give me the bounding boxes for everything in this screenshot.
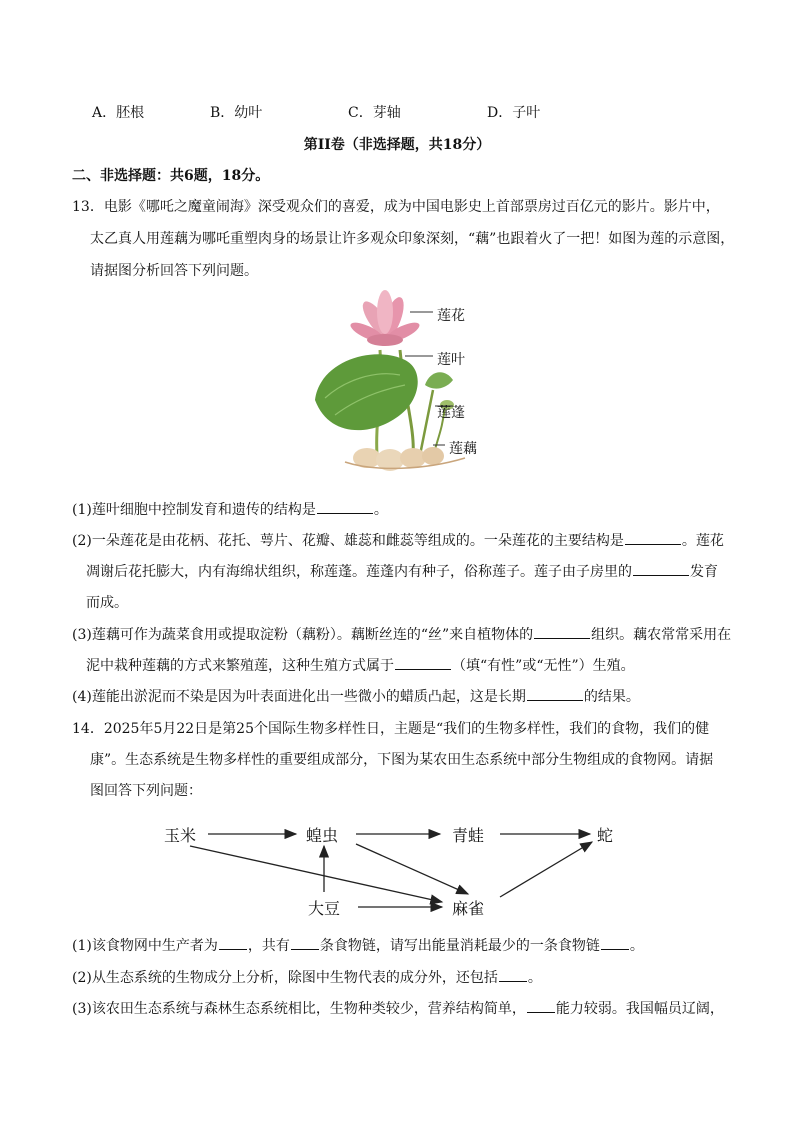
section-title: 第II卷（非选择题，共18分） — [303, 137, 491, 153]
arrow-sparrow-snake — [500, 842, 592, 897]
node-frog: 青蛙 — [452, 826, 485, 845]
q13-stem-line2: 太乙真人用莲藕为哪吒重塑肉身的场景让许多观众印象深刻，“藕”也跟着火了一把！如图为莲的示意图， — [90, 231, 735, 247]
choice-b: B．幼叶 — [210, 105, 263, 121]
q13-sub3-line1: (3)莲藕可作为蔬菜食用或提取淀粉（藕粉）。藕断丝连的“丝”来自植物体的 组织。藕农常常采用在 — [72, 627, 732, 643]
label-lotus-root: 莲藕 — [449, 441, 477, 457]
answer-blank[interactable] — [219, 937, 247, 950]
choice-d: D．子叶 — [487, 105, 541, 121]
q14-stem-line1: 14．2025年5月22日是第25个国际生物多样性日，主题是“我们的生物多样性，我们的食物，我们的健 — [72, 721, 710, 737]
q14-stem-line2: 康”。生态系统是生物多样性的重要组成部分，下图为某农田生态系统中部分生物组成的食物网。请据 — [90, 752, 714, 768]
q14-sub1: (1)该食物网中生产者为 ，共有 条食物链，请写出能量消耗最少的一条食物链 。 — [72, 938, 644, 954]
label-lotus-leaf: 莲叶 — [437, 352, 465, 368]
label-lotus-flower: 莲花 — [437, 308, 465, 324]
node-sparrow: 麻雀 — [452, 899, 485, 918]
node-snake: 蛇 — [597, 826, 614, 845]
q13-sub2-line1: (2)一朵莲花是由花柄、花托、萼片、花瓣、雄蕊和雌蕊等组成的。一朵莲花的主要结构是 。莲花 — [72, 533, 724, 549]
node-corn: 玉米 — [164, 826, 197, 845]
choice-a: A．胚根 — [92, 105, 145, 121]
answer-blank[interactable] — [601, 937, 629, 950]
choice-c: C．芽轴 — [348, 105, 401, 121]
answer-blank[interactable] — [291, 937, 319, 950]
label-lotus-pod: 莲蓬 — [437, 405, 465, 421]
part-heading: 二、非选择题：共6题，18分。 — [72, 168, 270, 184]
q13-stem-line1: 13．电影《哪吒之魔童闹海》深受观众们的喜爱，成为中国电影史上首部票房过百亿元的影片。影片中， — [72, 199, 720, 215]
answer-blank[interactable] — [499, 969, 527, 982]
answer-blank[interactable] — [527, 1000, 555, 1013]
q13-sub2-line2: 凋谢后花托膨大，内有海绵状组织，称莲蓬。莲蓬内有种子，俗称莲子。莲子由子房里的 发育 — [86, 564, 718, 580]
arrow-corn-sparrow — [190, 846, 442, 902]
q14-sub3: (3)该农田生态系统与森林生态系统相比，生物种类较少，营养结构简单， 能力较弱。我国幅员辽阔， — [72, 1001, 724, 1017]
node-soybean: 大豆 — [308, 899, 341, 918]
q14-stem-line3: 图回答下列问题： — [90, 783, 202, 799]
q14-sub2: (2)从生态系统的生物成分上分析，除图中生物代表的成分外，还包括 。 — [72, 970, 542, 986]
q13-sub4: (4)莲能出淤泥而不染是因为叶表面进化出一些微小的蜡质凸起，这是长期 的结果。 — [72, 689, 640, 705]
node-locust: 蝗虫 — [306, 826, 339, 845]
q13-sub1: (1)莲叶细胞中控制发育和遗传的结构是 。 — [72, 502, 388, 518]
q13-sub3-line2: 泥中栽种莲藕的方式来繁殖莲，这种生殖方式属于 （填“有性”或“无性”）生殖。 — [86, 658, 635, 674]
q13-stem-line3: 请据图分析回答下列问题。 — [90, 263, 258, 279]
q13-sub2-line3: 而成。 — [86, 595, 128, 611]
